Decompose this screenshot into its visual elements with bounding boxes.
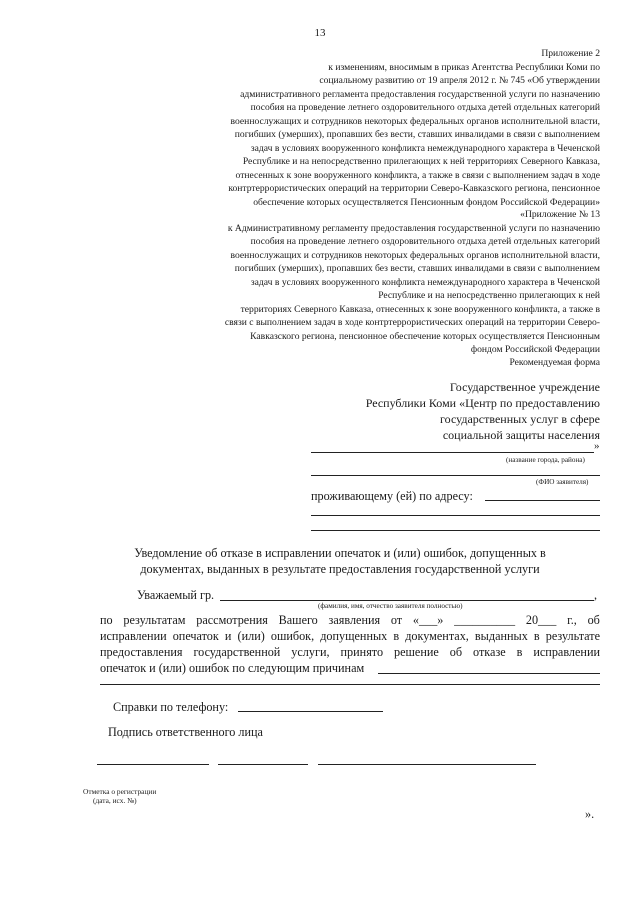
body-line-2 (100, 628, 600, 644)
annex-2-title: Приложение 2 (541, 48, 600, 59)
salutation-caption: (фамилия, имя, отчество заявителя полностью) (318, 602, 463, 610)
annex-13-line: Республике и на непосредственно прилегающих к ней (378, 290, 600, 301)
annex-13-line: погибших (умерших), пропавших без вести, ставших инвалидами в связи с выполнением (234, 263, 600, 274)
body-word: заявления (328, 613, 381, 627)
annex-2-line: погибших (умерших), пропавших без вести, ставших инвалидами в связи с выполнением (234, 129, 600, 140)
address-line-1[interactable] (485, 500, 600, 501)
recipient-line: Государственное учреждение (449, 380, 600, 394)
city-caption: (название города, района) (506, 456, 585, 464)
recommended-form-text: Рекомендуемая форма (509, 357, 600, 368)
body-line-3 (100, 644, 600, 660)
annex-13-line: Кавказского региона, пенсионное обеспечение которых осуществляется Пенсионным (250, 330, 600, 342)
registration-note-line: (дата, исх. №) (93, 796, 137, 805)
applicant-caption: (ФИО заявителя) (536, 478, 589, 486)
reasons-line-2[interactable] (100, 684, 600, 685)
annex-2-line: задач в условиях вооруженного конфликта немеждународного характера в Чеченской (250, 142, 600, 154)
signature-line-position[interactable] (97, 764, 209, 765)
salutation-name-line[interactable] (220, 600, 594, 601)
recipient-line: государственных услуг в сфере (440, 412, 600, 426)
notice-title-line: документах, выданных в результате предоставления государственной услуги (140, 562, 540, 576)
date-month-field[interactable]: __________ (454, 613, 516, 627)
annex-13-title: «Приложение № 13 (520, 209, 600, 220)
body-word: по (100, 613, 113, 627)
body-word: Вашего (278, 613, 318, 627)
annex-2-line: пособия на проведение летнего оздоровительного отдыха детей отдельных категорий (250, 102, 600, 113)
body-word: рассмотрения (196, 613, 268, 627)
signature-label: Подпись ответственного лица (108, 725, 263, 739)
annex-2-line: военнослужащих и сотрудников некоторых федеральных органов исполнительной власти, (230, 115, 600, 127)
body-word: об (587, 613, 600, 627)
body-line-1 (100, 612, 600, 628)
city-line[interactable] (311, 452, 594, 453)
recipient-line: Республики Коми «Центр по предоставлению (365, 396, 600, 410)
recipient-block (280, 379, 600, 443)
annex-13-block (140, 208, 600, 357)
annex-13-line: к Административному регламенту предоставления государственной услуги по назначению (227, 222, 600, 234)
annex-2-line: социальному развитию от 19 апреля 2012 г. № 745 «Об утверждении (319, 75, 600, 86)
recipient-line: социальной защиты населения (442, 428, 600, 442)
annex-2-line: административного регламента предоставления государственной услуги по назначению (240, 88, 600, 100)
notice-title-line: Уведомление об отказе в исправлении опечаток и (или) ошибок, допущенных в (134, 546, 546, 560)
notice-title (60, 545, 620, 577)
annex-2-line: Республике и на непосредственно прилегающих к ней территориях Северного Кавказа, (242, 156, 600, 167)
body-word: от (390, 613, 403, 627)
annex-2-block (140, 47, 600, 209)
signature-line-name[interactable] (318, 764, 536, 765)
end-mark: ». (585, 807, 595, 821)
phone-line[interactable] (238, 711, 383, 712)
address-label: проживающему (ей) по адресу: (311, 489, 473, 503)
address-line-3[interactable] (311, 530, 600, 531)
body-text: предоставления государственной услуги, принято решение об отказе в исправлении (100, 645, 600, 659)
annex-13-line: территориях Северного Кавказа, отнесенных к зоне вооруженного конфликта, а также в (240, 303, 600, 315)
applicant-line[interactable] (311, 475, 600, 476)
body-text: исправлении опечаток и (или) ошибок, допущенных в документах, выданных в результате (100, 629, 600, 643)
address-line-2[interactable] (311, 515, 600, 516)
city-closing-quote: » (594, 440, 600, 452)
body-word: г., (567, 613, 577, 627)
annex-13-line: задач в условиях вооруженного конфликта немеждународного характера в Чеченской (250, 276, 600, 288)
salutation-label: Уважаемый гр. (137, 588, 215, 602)
annex-2-line: контртеррористических операций на территории Северо-Кавказского региона, пенсионное (228, 183, 600, 194)
phone-label: Справки по телефону: (113, 700, 229, 714)
body-word: результатам (123, 613, 186, 627)
recommended-form-label (400, 356, 600, 370)
annex-13-line: пособия на проведение летнего оздоровительного отдыха детей отдельных категорий (250, 236, 600, 247)
annex-13-line: фондом Российской Федерации (470, 344, 600, 355)
annex-13-line: военнослужащих и сотрудников некоторых федеральных органов исполнительной власти, (230, 249, 600, 261)
salutation-comma: , (594, 588, 598, 602)
body-line-4: опечаток и (или) ошибок по следующим причинам (100, 661, 365, 675)
reasons-line-1[interactable] (378, 673, 600, 674)
date-year-field[interactable]: 20___ (525, 613, 557, 627)
annex-2-line: отнесенных к зоне вооруженного конфликта, а также в связи с выполнением задач в ходе (235, 169, 600, 181)
signature-line-sign[interactable] (218, 764, 308, 765)
annex-13-line: связи с выполнением задач в ходе контртеррористических операций на территории Северо- (224, 317, 600, 328)
registration-note (83, 787, 156, 805)
date-day-field[interactable]: «___» (412, 613, 444, 627)
annex-2-line: обеспечение которых осуществляется Пенсионным фондом Российской Федерации» (253, 196, 600, 208)
annex-2-line: к изменениям, вносимым в приказ Агентства Республики Коми по (328, 61, 600, 73)
registration-note-line: Отметка о регистрации (83, 787, 157, 796)
page-number: 13 (314, 27, 326, 39)
